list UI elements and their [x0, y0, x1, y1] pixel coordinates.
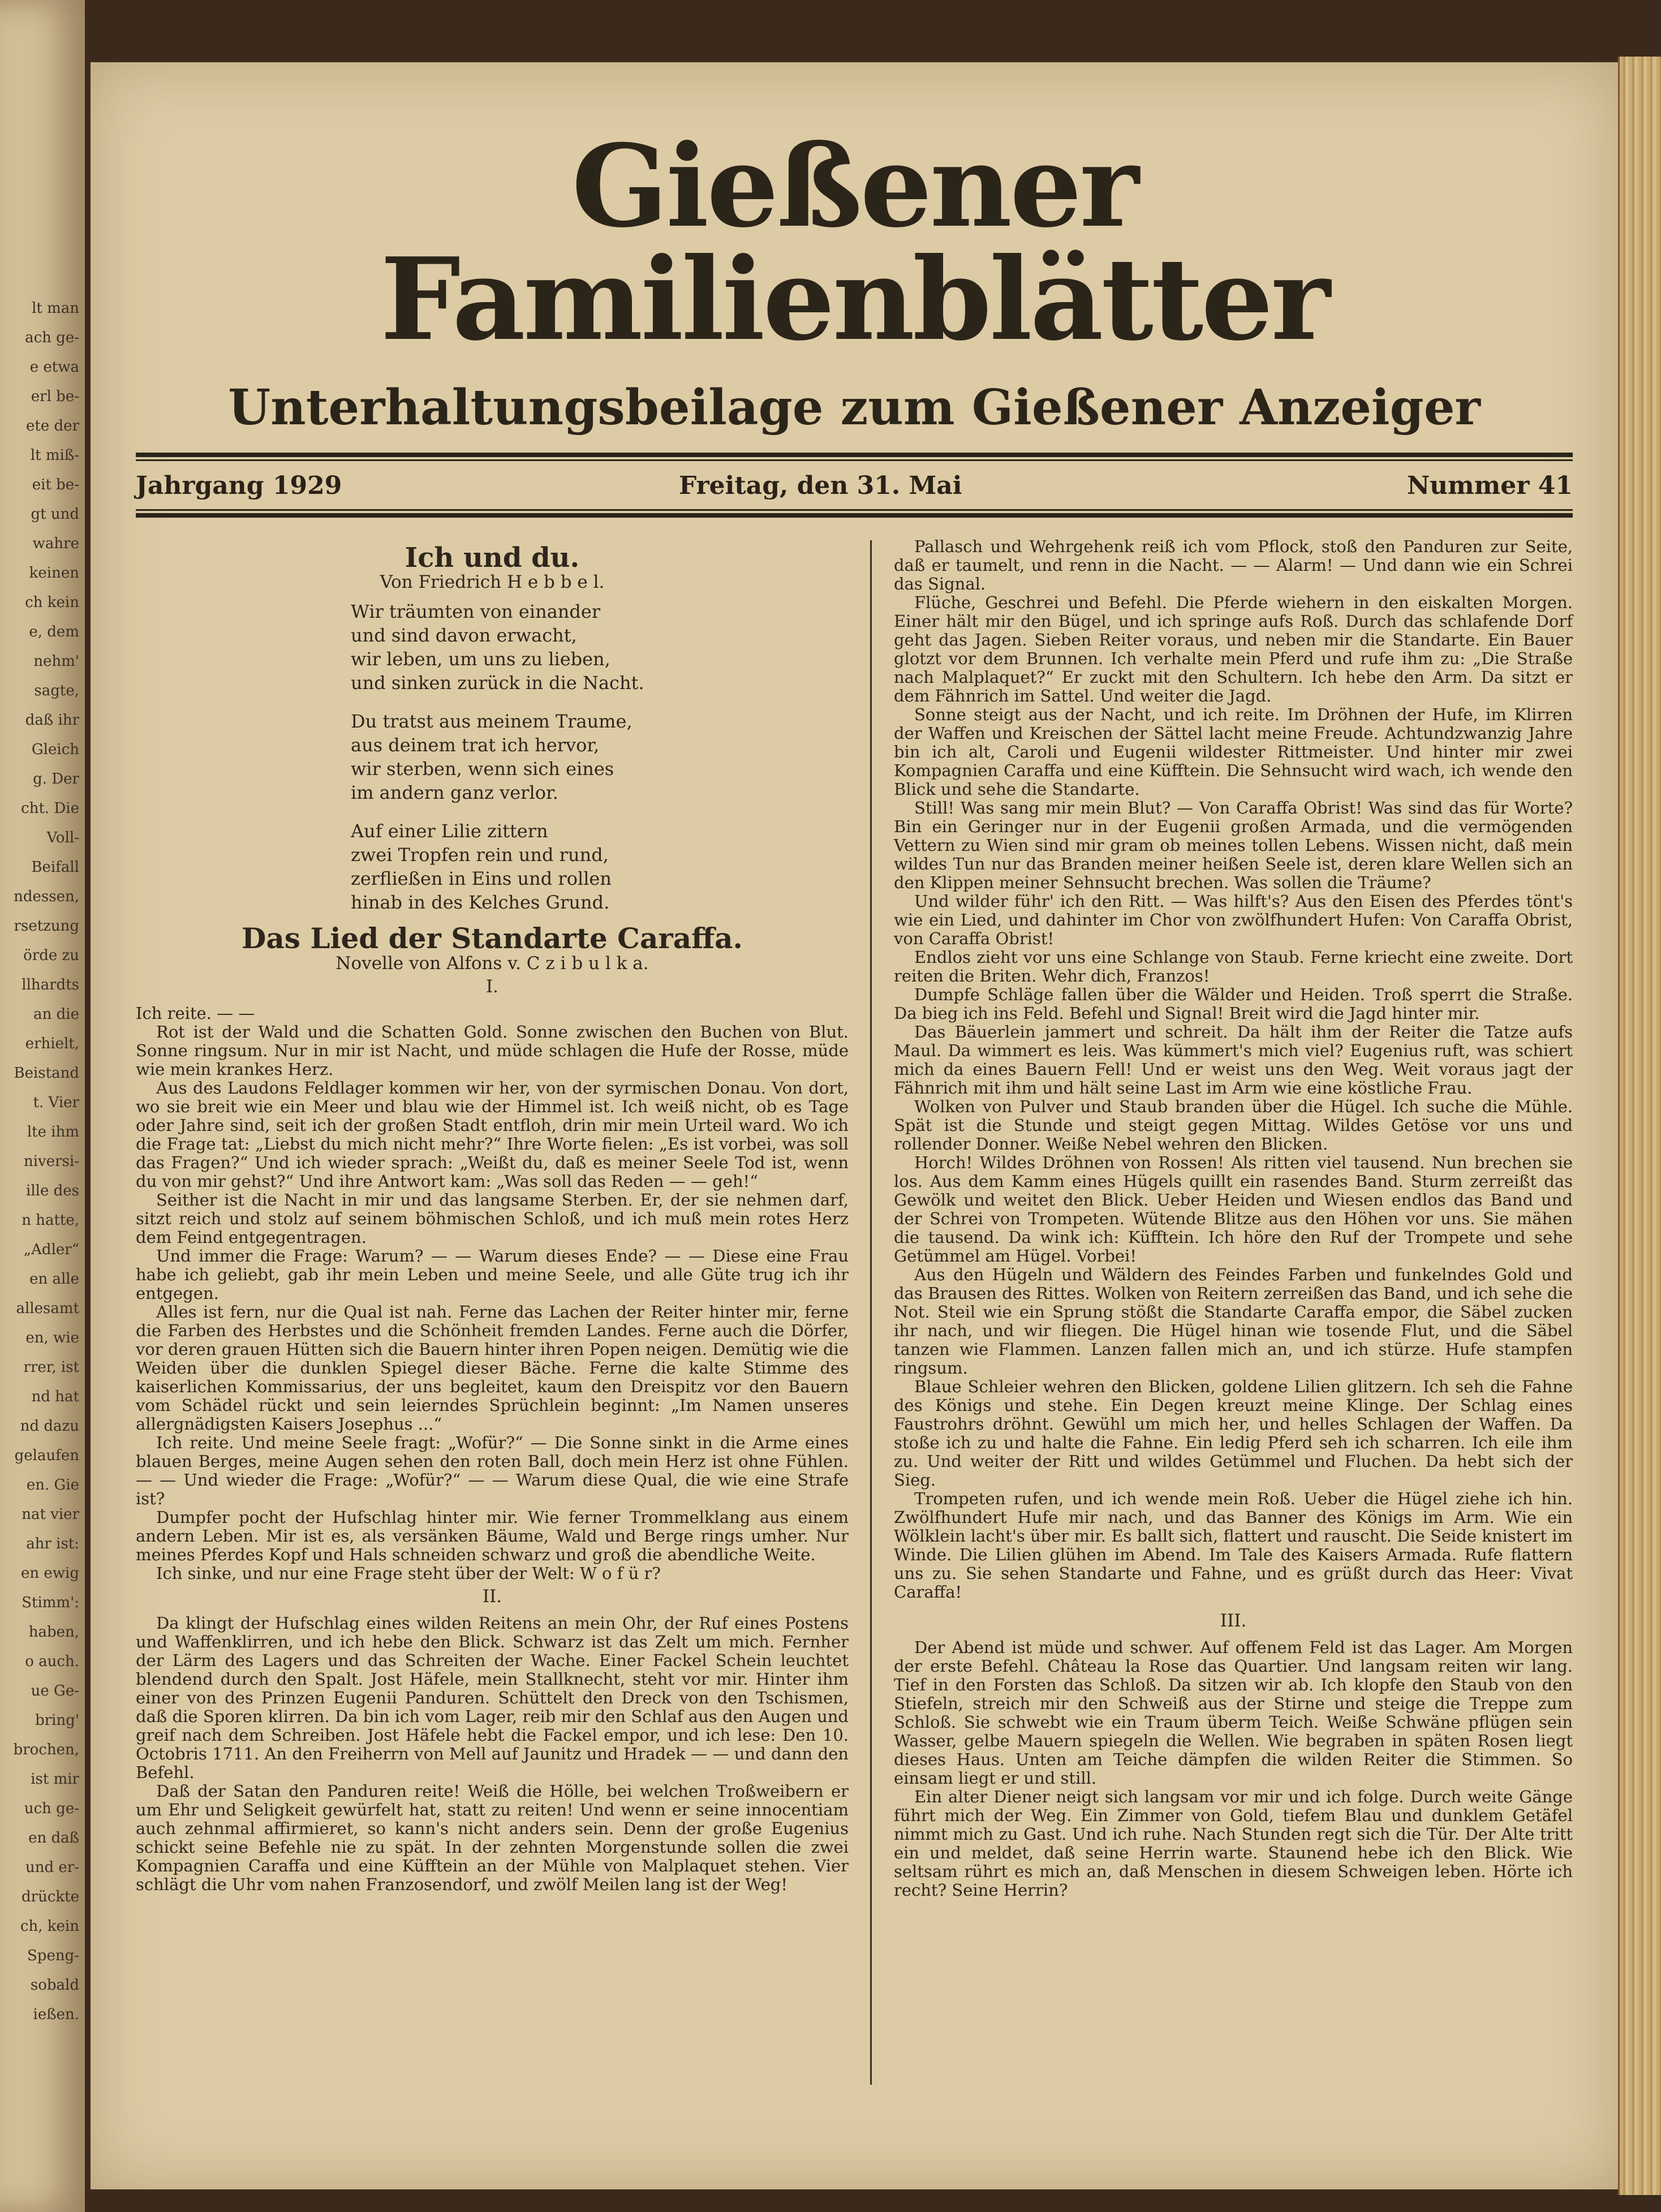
margin-fragment: ch, kein	[20, 1918, 79, 1935]
issue-info-bar	[136, 467, 1573, 506]
story-paragraph: Rot ist der Wald und die Schatten Gold. Sonne zwischen den Buchen von Blut. Sonne ringsum. Nur in mir ist Nacht, und müde schlagen die Hufe der Rosse, müde wie mein krankes Herz.	[136, 1022, 849, 1079]
margin-fragment: Speng-	[27, 1947, 79, 1964]
margin-fragment: daß ihr	[25, 712, 79, 729]
margin-fragment: lt miß-	[30, 447, 79, 464]
poem-author: Von Friedrich H e b b e l.	[380, 572, 605, 592]
margin-fragment: erhielt,	[25, 1035, 79, 1052]
section-heading: II.	[482, 1586, 502, 1607]
story-paragraph: Und wilder führ' ich den Ritt. — Was hilft's? Aus den Eisen des Pferdes tönt's wie ein Lied, und dahinter im Chor von zwölfhundert Hufen: Von Caraffa Obrist, von Caraffa Obrist!	[894, 892, 1573, 948]
margin-fragment: e etwa	[29, 359, 79, 376]
margin-fragment: ach ge-	[25, 329, 79, 346]
story-paragraph: Da klingt der Hufschlag eines wilden Reitens an mein Ohr, der Ruf eines Postens und Waffenklirren, und ich hebe den Blick. Schwarz ist das Zelt um mich. Fernher der Lärm des Lagers und das Schreiten der Wache. Einer Fackel Schein leuchtet blendend durch den Spalt. Jost Häfele, mein Stallknecht, steht vor mir. Hinter ihm einer von des Prinzen Eugenii Panduren. Schüttelt den Dreck von den Tschismen, daß die Sporen klirren. Da bin ich vom Lager, reib mir den Schlaf aus den Augen und greif nach dem Schreiben. Jost Häfele hebt die Fackel empor, und ich lese: Den 10. Octobris 1711. An den Freiherrn von Mell auf Jaunitz und Hradek — — und dann den Befehl.	[136, 1613, 849, 1782]
poem-line: aus deinem trat ich hervor,	[351, 734, 600, 756]
story-paragraph: Und immer die Frage: Warum? — — Warum dieses Ende? — — Diese eine Frau habe ich geliebt, gab ihr mein Leben und meine Seele, und alle Güte trug ich ihr entgegen.	[136, 1246, 849, 1303]
margin-fragment: bring'	[35, 1712, 79, 1729]
margin-fragment: Stimm':	[21, 1594, 79, 1611]
top-rule-thin	[136, 459, 1573, 461]
story-paragraph: Alles ist fern, nur die Qual ist nah. Ferne das Lachen der Reiter hinter mir, ferne die Farben des Herbstes und die Schönheit fremden Landes. Ferne auch die Dörfer, vor deren grauen Hütten sich die Bauern hinter ihren Popen neigen. Demütig wie die Weiden über die dunklen Spiegel dieser Bäche. Ferne die kalte Stimme des kaiserlichen Kommissarius, der uns begleitet, kaum den Dreispitz vor den Bauern vom Schädel rückt und sein leierndes Sprüchlein beginnt: „Im Namen unseres allergnädigsten Kaisers Josephus ...“	[136, 1302, 849, 1434]
margin-fragment: nehm'	[33, 653, 79, 670]
margin-fragment: brochen,	[13, 1741, 79, 1758]
poem-stanza	[351, 600, 849, 695]
left-column	[136, 537, 849, 1894]
story-paragraph: Aus des Laudons Feldlager kommen wir her, von der syrmischen Donau. Von dort, wo sie breit wie ein Meer und blau wie der Himmel ist. Ich weiß nicht, ob es Tage oder Jahre sind, seit ich der großen Stadt entfloh, drin mir mein Urteil ward. Wo ich die Frage tat: „Liebst du mich nicht mehr?“ Ihre Worte fielen: „Es ist vorbei, was soll das Fragen?“ Und ich wieder sprach: „Weißt du, daß es meiner Seele Tod ist, wenn du von mir gehst?“ Und ihre Antwort kam: „Was soll das Reden — — geh!“	[136, 1078, 849, 1191]
story-paragraph: Blaue Schleier wehren den Blicken, goldene Lilien glitzern. Ich seh die Fahne des Königs und stehe. Ein Degen kreuzt meine Klinge. Der Schlag eines Faustrohrs dröhnt. Gewühl um mich her, und helles Schlagen der Waffen. Da stoße ich zu und halte die Fahne. Ein ledig Pferd seh ich scharren. Ich eile ihm zu. Und weiter der Ritt und wildes Getümmel und Fluchen. Da hebt sich der Sieg.	[894, 1377, 1573, 1490]
margin-fragment: haben,	[28, 1624, 79, 1641]
poem-stanza	[351, 709, 849, 804]
margin-fragment: ießen.	[33, 2006, 79, 2023]
story-paragraph: Ich sinke, und nur eine Frage steht über der Welt: W o f ü r?	[156, 1564, 661, 1583]
poem-body	[351, 600, 849, 914]
margin-fragment: erl be-	[31, 388, 79, 405]
story-paragraph: Pallasch und Wehrgehenk reiß ich vom Pflock, stoß den Panduren zur Seite, daß er taumelt, und renn in die Nacht. — — Alarm! — Und dann wie ein Schrei das Signal.	[894, 537, 1573, 593]
newspaper-page	[91, 62, 1618, 2189]
margin-fragment: ist mir	[31, 1771, 79, 1788]
margin-fragment: Beifall	[31, 859, 79, 876]
margin-fragment: nd hat	[31, 1388, 79, 1405]
margin-fragment: wahre	[32, 535, 79, 552]
poem-line: Auf einer Lilie zittern	[351, 820, 548, 842]
margin-fragment: an die	[33, 1006, 79, 1023]
margin-fragment: sagte,	[34, 682, 79, 699]
margin-fragment: eit be-	[32, 476, 79, 493]
column-divider	[870, 540, 872, 2085]
margin-fragment: e, dem	[29, 623, 79, 640]
story-part-2-continued	[894, 537, 1573, 1602]
right-column	[894, 537, 1573, 1900]
issue-number: Nummer 41	[1406, 471, 1573, 500]
poem-line: wir leben, um uns zu lieben,	[351, 648, 610, 670]
margin-fragment: ch kein	[25, 594, 79, 611]
poem-line: im andern ganz verlor.	[351, 782, 558, 803]
margin-fragment: nat vier	[21, 1506, 79, 1523]
margin-fragment: llhardts	[21, 976, 79, 993]
book-page-edges	[1618, 57, 1661, 2195]
poem-line: zwei Tropfen rein und rund,	[351, 844, 609, 866]
story-author: Novelle von Alfons v. C z i b u l k a.	[335, 953, 649, 974]
story-part-1	[136, 1004, 849, 1583]
margin-fragment: und er-	[25, 1859, 79, 1876]
story-paragraph: Daß der Satan den Panduren reite! Weiß die Hölle, bei welchen Troßweibern er um Ehr und Seligkeit gewürfelt hat, statt zu reiten! Und wenn er seine innocentiam auch zehnmal affirmieret, so kann's nicht anders sein. Denn der große Eugenius schickt seine Befehle nie zu spät. In der zehnten Morgenstunde sollen die zwei Kompagnien Caraffa und eine Küfftein an der Mühle von Malplaquet stehen. Vier schlägt die Uhr vom nahen Franzosendorf, und zwölf Meilen lang ist der Weg!	[136, 1781, 849, 1894]
bottom-rule	[136, 513, 1573, 518]
margin-fragment: en. Gie	[26, 1477, 79, 1494]
story-paragraph: Dumpfe Schläge fallen über die Wälder und Heiden. Troß sperrt die Straße. Da bieg ich ins Feld. Befehl und Signal! Breit wird die Jagd hinter mir.	[894, 985, 1573, 1023]
margin-fragment: Gleich	[31, 741, 79, 758]
margin-fragment: g. Der	[33, 771, 79, 787]
margin-fragment: n hatte,	[21, 1212, 79, 1229]
margin-fragment: allesamt	[16, 1300, 79, 1317]
poem-line: Wir träumten von einander	[351, 601, 601, 622]
margin-fragment: en ewig	[21, 1565, 79, 1582]
margin-fragment: ahr ist:	[26, 1535, 79, 1552]
story-paragraph: Still! Was sang mir mein Blut? — Von Caraffa Obrist! Was sind das für Worte? Bin ein Geringer nur in der Eugenii großen Armada, und die vermögenden Vettern zu Wien sind mir gram ob meines tollen Lebens. Wissen nicht, daß mein wildes Tun nur das Branden meiner heißen Seele ist, deren klare Wellen sich an den Klippen meiner Sehnsucht brechen. Was sollen die Träume?	[894, 798, 1573, 892]
story-title: Das Lied der Standarte Caraffa.	[242, 922, 743, 955]
margin-fragment: o auch.	[25, 1653, 79, 1670]
poem-title: Ich und du.	[405, 542, 580, 574]
story-paragraph: Seither ist die Nacht in mir und das langsame Sterben. Er, der sie nehmen darf, sitzt reich und stolz auf seinem böhmischen Schloß, und ich muß mein rotes Herz dem Feind entgegentragen.	[136, 1190, 849, 1247]
margin-fragment: Beistand	[14, 1065, 79, 1082]
poem-line: hinab in des Kelches Grund.	[351, 892, 610, 913]
story-paragraph: Trompeten rufen, und ich wende mein Roß. Ueber die Hügel ziehe ich hin. Zwölfhundert Hufe mir nach, und das Banner des Königs im Arm. Wie ein Wölklein lacht's über mir. Es ballt sich, flattert und rauscht. Die Seide knistert im Winde. Die Lilien glühen im Abend. Im Tale des Kaisers Armada. Rufe flattern uns zu. Sie sehen Standarte und Fahne, und es grüßt durch das Heer: Vivat Caraffa!	[894, 1489, 1573, 1602]
margin-fragment: Voll-	[46, 829, 79, 846]
section-heading: I.	[485, 976, 499, 997]
top-rule	[136, 453, 1573, 457]
story-paragraph: Aus den Hügeln und Wäldern des Feindes Farben und funkelndes Gold und das Brausen des Rittes. Wolken von Reitern zerreißen das Band, und ich sehe die Not. Steil wie ein Sprung stößt die Standarte Caraffa empor, die Säbel zucken ihr nach, und wir fliegen. Die Hügel hinan wie tosende Flut, und die Säbel tanzen wie Flammen. Lanzen fallen mich an, und ich stürze. Hufe stampfen ringsum.	[894, 1265, 1573, 1378]
margin-fragment: lte ihm	[27, 1124, 79, 1141]
margin-fragment: ete der	[26, 418, 79, 434]
poem-line: wir sterben, wenn sich eines	[351, 758, 614, 780]
margin-fragment: niversi-	[23, 1153, 79, 1170]
section-heading: III.	[1220, 1611, 1247, 1631]
margin-fragment: ue Ge-	[31, 1682, 79, 1699]
margin-fragment: gelaufen	[14, 1447, 79, 1464]
story-paragraph: Flüche, Geschrei und Befehl. Die Pferde wiehern in den eiskalten Morgen. Einer hält mir den Bügel, und ich springe aufs Roß. Durch das schlafende Dorf geht das Jagen. Sieben Reiter voraus, und neben mir die Standarte. Ein Bauer glotzt vor dem Brunnen. Ich verhalte mein Pferd und rufe ihm zu: „Die Straße nach Malplaquet?“ Er zuckt mit den Schultern. Ich hebe den Arm. Da sitzt er dem Fähnrich im Sattel. Und weiter die Jagd.	[894, 593, 1573, 705]
margin-fragment: sobald	[30, 1977, 79, 1994]
story-part-2	[136, 1614, 849, 1894]
margin-fragment: t. Vier	[33, 1094, 79, 1111]
margin-fragment: gt und	[31, 506, 79, 523]
bottom-rule-thin	[136, 509, 1573, 511]
masthead-subtitle: Unterhaltungsbeilage zum Gießener Anzeiger	[228, 379, 1481, 436]
margin-fragment: keinen	[29, 565, 79, 582]
margin-fragment: ndessen,	[14, 888, 79, 905]
margin-fragment: en, wie	[25, 1329, 79, 1346]
margin-fragment: en alle	[29, 1271, 79, 1288]
margin-fragment: nd dazu	[20, 1418, 79, 1435]
issue-year: Jahrgang 1929	[136, 471, 342, 500]
margin-fragment: ille des	[26, 1182, 79, 1199]
margin-fragment: cht. Die	[21, 800, 79, 817]
story-paragraph: Das Bäuerlein jammert und schreit. Da hält ihm der Reiter die Tatze aufs Maul. Da wimmert es leis. Was kümmert's mich viel? Eugenius ruft, was schiert mich da eines Bauern Fell! Und er weist uns den Weg. Weit voraus jagt der Fähnrich mit ihm und hält seine Last im Arm wie eine köstliche Frau.	[894, 1022, 1573, 1098]
margin-fragment: „Adler“	[23, 1241, 79, 1258]
story-paragraph: Ein alter Diener neigt sich langsam vor mir und ich folge. Durch weite Gänge führt mich der Weg. Ein Zimmer von Gold, tiefem Blau und dunklem Getäfel nimmt mich zu Gast. Und ich ruhe. Nach Stunden regt sich die Tür. Der Alte tritt ein und meldet, daß seine Herrin warte. Staunend hebe ich den Blick. Wie seltsam rührt es mich an, daß Menschen in diesem Schweigen leben. Hörte ich recht? Seine Herrin?	[894, 1787, 1573, 1900]
margin-fragment: lt man	[32, 300, 79, 317]
story-part-3	[894, 1638, 1573, 1900]
previous-page-strip	[0, 0, 85, 2212]
poem-stanza	[351, 819, 849, 914]
story-paragraph: Sonne steigt aus der Nacht, und ich reite. Im Dröhnen der Hufe, im Klirren der Waffen und Kreischen der Sättel lacht meine Freude. Achtundzwanzig Jahre bin ich alt, Caroli und Eugenii wildester Rittmeister. Und hinter mir zwei Kompagnien Caraffa und eine Küfftein. Die Sehnsucht wird wach, ich wende den Blick und sehe die Standarte.	[894, 705, 1573, 799]
story-paragraph: Wolken von Pulver und Staub branden über die Hügel. Ich suche die Mühle. Spät ist die Stunde und steigt gegen Mittag. Wildes Getöse vor uns und rollender Donner. Weiße Nebel wehren den Blicken.	[894, 1097, 1573, 1154]
margin-fragment: drückte	[21, 1888, 79, 1905]
margin-fragment: rsetzung	[14, 918, 79, 935]
poem-line: Du tratst aus meinem Traume,	[351, 711, 632, 732]
poem-line: und sinken zurück in die Nacht.	[351, 672, 644, 694]
story-paragraph: Endlos zieht vor uns eine Schlange von Staub. Ferne kriecht eine zweite. Dort reiten die Briten. Wehr dich, Franzos!	[894, 948, 1573, 985]
story-paragraph: Ich reite. Und meine Seele fragt: „Wofür?“ — Die Sonne sinkt in die Arme eines blauen Berges, meine Augen sehen den roten Ball, doch mein Herz ist ohne Fühlen. — — Und wieder die Frage: „Wofür?“ — — Warum diese Qual, die wie eine Strafe ist?	[136, 1433, 849, 1508]
margin-fragment: en daß	[28, 1830, 79, 1847]
story-paragraph: Ich reite. — —	[136, 1004, 255, 1023]
poem-line: zerfließen in Eins und rollen	[351, 868, 612, 889]
margin-fragment: örde zu	[23, 947, 79, 964]
issue-date: Freitag, den 31. Mai	[679, 471, 962, 500]
margin-fragment: uch ge-	[24, 1800, 79, 1817]
story-paragraph: Dumpfer pocht der Hufschlag hinter mir. Wie ferner Trommelklang aus einem andern Leben. Mir ist es, als versänken Bäume, Wald und Berge rings umher. Nur meines Pferdes Kopf und Hals schneiden schwarz und groß die abendliche Weite.	[136, 1508, 849, 1564]
story-paragraph: Horch! Wildes Dröhnen von Rossen! Als ritten viel tausend. Nun brechen sie los. Aus dem Kamm eines Hügels quillt ein rasendes Band. Sturm zerreißt das Gewölk und weitet den Blick. Ueber Heiden und Wiesen endlos das Band und der Schrei von Trompeten. Wütende Blitze aus den Höhen vor uns. Sie mähen die tausend. Da wink ich: Küfftein. Ich höre den Ruf der Trompete und sehe Getümmel am Hügel. Vorbei!	[894, 1153, 1573, 1266]
poem-line: und sind davon erwacht,	[351, 625, 577, 646]
masthead-title: Gießener Familienblätter	[380, 120, 1328, 366]
margin-fragment: rrer, ist	[23, 1359, 79, 1376]
story-paragraph: Der Abend ist müde und schwer. Auf offenem Feld ist das Lager. Am Morgen der erste Befehl. Château la Rose das Quartier. Und langsam reiten wir lang. Tief in den Forsten das Schloß. Da sitzen wir ab. Ich klopfe den Staub von den Stiefeln, streich mir den Schweiß aus der Stirne und steige die Treppe zum Schloß. Sie schwebt wie ein Traum überm Teich. Weiße Schwäne pflügen sein Wasser, gelbe Mauern spiegeln die Wellen. Wie begraben in späten Rosen liegt dieses Haus. Unten am Teiche dämpfen die wilden Reiter die Stimmen. So einsam liegt er und still.	[894, 1638, 1573, 1788]
